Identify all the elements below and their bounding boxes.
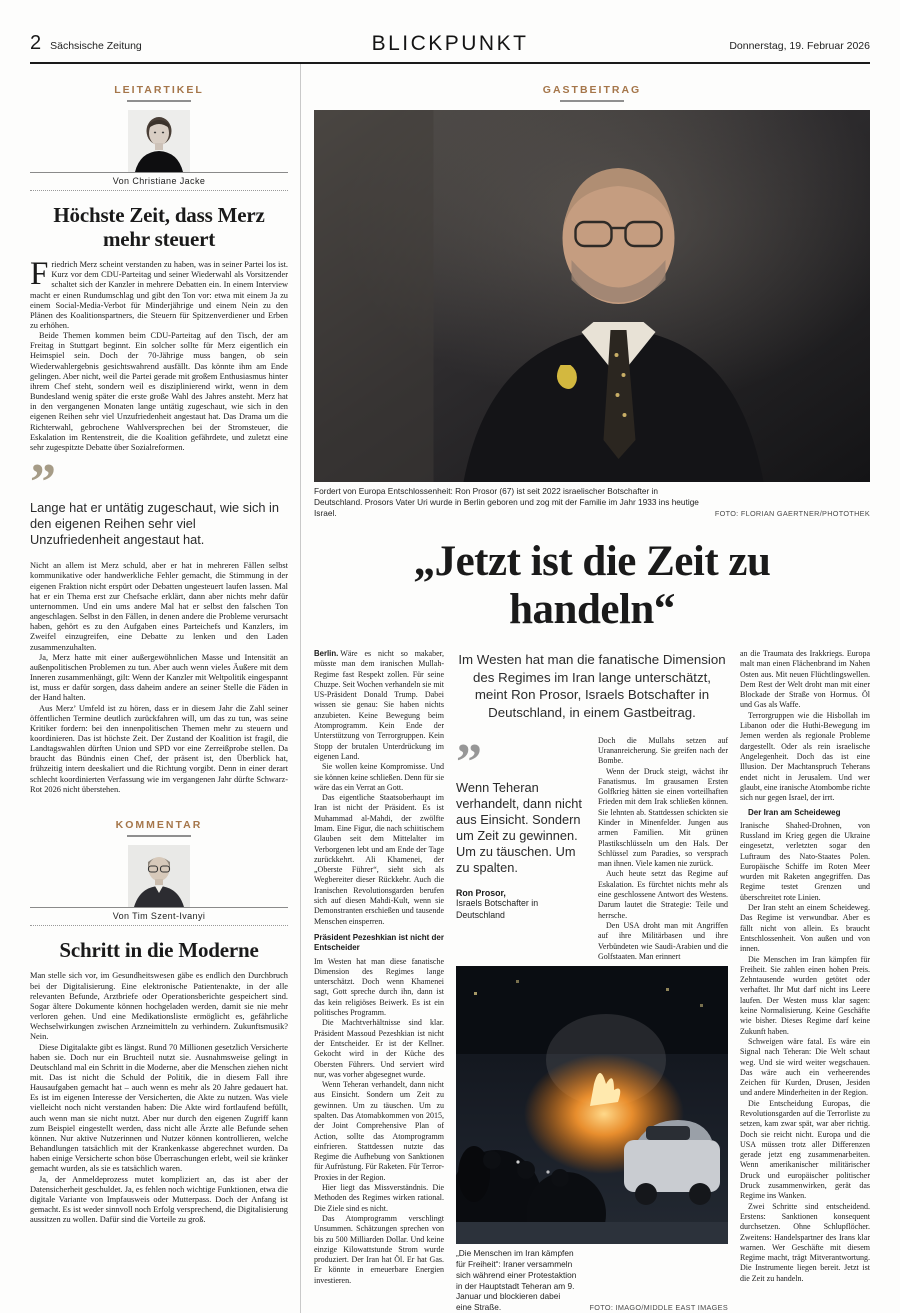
author-photo-christiane-jacke (128, 110, 190, 172)
label-rule (127, 100, 191, 102)
photo-credit: FOTO: FLORIAN GAERTNER/PHOTOTHEK (714, 508, 870, 518)
photo2-caption-row (456, 1244, 728, 1313)
kommentar-body (30, 971, 288, 1225)
leitartikel-byline: Von Christiane Jacke (30, 173, 288, 191)
paragraph: Man stelle sich vor, im Gesundheitswesen gäbe es endlich den Durchbruch bei der Digitalisierung. Eine elektronische Patientenakte, in der alle relevanten Befunde, Arztbriefe oder Operationsberichte gespeichert sind. Sogar ältere Dokumente können hochgeladen werden, damit sie nie mehr verloren gehen. Und eine Medikationsliste ermöglicht es, gefährliche Wechselwirkungen zwischen Arzneimitteln zu verhindern. Zukunftsmusik? Nein. (30, 971, 288, 1042)
paragraph: Diese Digitalakte gibt es längst. Rund 70 Millionen gesetzlich Versicherte haben sie. Doch nur ein Bruchteil nutzt sie. Ausnahmsweise gelingt in Deutschland mal ein Schritt in die Moderne, aber die Menschen ziehen nicht mit. Das ist nicht die Schuld der Politik, die in diesem Fall ihre Hausaufgaben gemacht hat – auch wenn es mehr als 20 Jahre gedauert hat. Es ist im eigenen Interesse der Versicherten, die Akte zu nutzen. Was viele vielleicht noch nicht verstanden haben: Die Akte wird fortlaufend befüllt, auch wenn man sie nicht nutzt. Aber nur durch den eigenen Zugriff kann zum Beispiel eingestellt werden, dass nicht alle Ärzte alle Befunde sehen können. Nur aktive Nutzerinnen und Nutzer können kontrollieren, welche Behandlungen tatsächlich mit der Krankenkasse abgerechnet wurden. Da haben einige Versicherte schon böse Überraschungen erlebt, weil sie kränker gemacht wurden, als sie es tatsächlich waren. (30, 1042, 288, 1174)
standfirst: Im Westen hat man die fanatische Dimension des Regimes im Iran lange unterschätzt, meint Ron Prosor, Israels Botschafter in Deutschland, in einem Gastbeitrag. (458, 651, 726, 720)
pullquote-text: Wenn Teheran verhandelt, dann nicht aus Einsicht. Sondern um Zeit zu gewinnen. Um zu täuschen. Um zu spalten. (456, 779, 582, 876)
paragraph: Das Atomprogramm verschlingt Unsummen. Schätzungen sprechen von bis zu 500 Milliarden Dollar. Und keine einzige Kilowattstunde Strom wurde produziert. Der Iran hat Öl. Er hat Gas. Er könnte in erneuerbare Energien investieren. (314, 1213, 444, 1285)
paragraph (314, 649, 444, 762)
paragraph: Zwei Schritte sind entscheidend. Erstens: Sanktionen konsequent durchsetzen. Ohne Schlupflöcher. Zweitens: Handelspartner des Irans klar warnen. Wer Geschäfte mit diesem Regime macht, trägt Mitverantwortung. Die Instrumente liegen bereit. Jetzt ist die Zeit zu handeln. (740, 1201, 870, 1283)
paragraph: Die Menschen im Iran kämpfen für Freiheit. Sie zahlen einen hohen Preis. Zehntausende wurden getötet oder verhaftet. Ihr Mut darf nicht ins Leere laufen. Der Westen muss klar sagen: keine Normalisierung. Keine Geschäfte wie bisher. Dieses Regime darf keine Zukunft haben. (740, 954, 870, 1036)
paragraph: Sie wollen keine Kompromisse. Und sie können keine schließen. Denn für sie wäre das ein Verrat an Gott. (314, 762, 444, 792)
opinion-column (30, 64, 301, 1313)
article-column-3 (598, 736, 728, 963)
pullquote-text: Lange hat er untätig zugeschaut, wie sich in den eigenen Reihen sehr viel Unzufriedenheit angestaut hat. (30, 500, 279, 548)
photo-caption: Fordert von Europa Entschlossenheit: Ron Prosor (67) ist seit 2022 israelischer Botschafter in Deutschland. Prosors Vater Uri wurde in Berlin geboren und zog mit der Familie im Jahr 1933 ins heutige Israel. (314, 486, 699, 518)
photo2-credit: FOTO: IMAGO/MIDDLE EAST IMAGES (589, 1303, 728, 1313)
leitartikel-headline: Höchste Zeit, dass Merz mehr steuert (53, 203, 265, 251)
paragraph: Nicht an allem ist Merz schuld, aber er hat in mehreren Fällen selbst kommunikative oder handwerkliche Fehler gemacht, die Stimmung in der eigenen Fraktion nicht erspürt oder Debatten ungesteuert laufen lassen. Mal hat er ein Thema erst zur Chefsache erklärt, dann aber nichts mehr dafür unternommen. Und ein ums andere Mal hat er selbst den falschen Ton angeschlagen. Selbst in den Fällen, in denen andere die Probleme verursacht haben, gehört es zu den Aufgaben eines Parteichefs und Kanzlers, im Zweifel einzugreifen, eine Debatte zu lenken und den Laden zusammenzuhalten. (30, 561, 288, 652)
gastbeitrag-section (301, 64, 870, 1313)
paragraph: Hier liegt das Missverständnis. Die Methoden des Regimes wirken rational. Die Ziele sind es nicht. (314, 1183, 444, 1213)
paragraph: Aus Merz’ Umfeld ist zu hören, dass er in diesem Jahr die Zahl seiner öffentlichen Termine deutlich zurückfahren will, um das zu tun, was seine Kritiker fordern: bei den innenpolitischen Themen mehr zu steuern und koordinieren. Das ist höchste Zeit. Der Zustand der Koalition ist fragil, die Landtagswahlen dürften Union und SPD vor eine Zerreißprobe stellen. Da braucht das Bündnis einen Chef, der präsent ist, den Überblick hat, frühzeitig intern deeskaliert und die Richtung vorgibt. Denn in einer derart schlecht koordinierten Verfassung wie im vergangenen Jahr dürfte Schwarz-Rot 2026 nicht überstehen. (30, 703, 288, 794)
paragraph: Die Machtverhältnisse sind klar. Präsident Massoud Pezeshkian ist nicht der Entscheider. Er ist der Kellner. Gekocht wird in der Küche des Obersten Führers. Und serviert wird nur, was vorher abgesegnet wurde. (314, 1018, 444, 1079)
article-column-4 (740, 649, 870, 1313)
photo-caption-row (314, 482, 870, 518)
page-number: 2 (30, 32, 42, 54)
paragraph: Beide Themen kommen beim CDU-Parteitag auf den Tisch, der am Freitag in Stuttgart beginnt. Ein solcher sollte für Merz eigentlich ein Heimspiel sein. Doch der 70-Jährige muss bangen, ob sein Wiederwahlergebnis gesichtswahrend ausfällt. Das könnte ihm am Ende gelingen. Aber nicht, weil die Partei gerade mit großem Enthusiasmus hinter ihrem Chef steht, sondern weil es disziplinierend wirkt, wenn in dem Bundesland wenig später die erste große Wahl des Jahres ansteht. Merz hat in den vergangenen Monaten lange untätig zugeschaut, wie sich in den eigenen Reihen sehr viel Unzufriedenheit angestaut hat. Das Drama um die Richterwahl, gebrochene Wahlversprechen bei der Stromsteuer, die Eskalation im Rentenstreit, die die Koalition gefährdete, und zuletzt eine sehr zugespitzte Debatte über Sozialreformen. (30, 331, 288, 452)
author-photo-tim-szent-ivanyi (128, 845, 190, 907)
section-title: BLICKPUNKT (371, 32, 529, 55)
leitartikel-section (30, 84, 288, 795)
quote-mark-icon: ” (30, 454, 56, 511)
paragraph: Auch heute setzt das Regime auf Eskalation. Es fürchtet nichts mehr als eine geschlossene Antwort des Westens. Darum lautet die Strategie: Teile und herrsche. (598, 869, 728, 920)
kommentar-headline: Schritt in die Moderne (59, 937, 259, 962)
paragraph: Im Westen hat man diese fanatische Dimension des Regimes lange unterschätzt. Doch wenn Khamenei sagt, Gott spreche durch ihn, dann ist das kein religiöses Beiwerk. Es ist ein politisches Programm. (314, 956, 444, 1018)
paragraph: Terrorgruppen wie die Hisbollah im Libanon oder die Huthi-Bewegung im Jemen werden als regionale Probleme dargestellt. Oder als rein israelische Angelegenheit. Doch das ist eine Illusion. Der Machtanspruch Teherans endet nicht in Jerusalem. Und wer glaubt, eine iranische Atombombe richte sich nur gegen Israel, der irrt. (740, 710, 870, 803)
leitartikel-pullquote (30, 454, 288, 548)
subhead: Präsident Pezeshkian ist nicht der Entscheider (314, 932, 444, 953)
kommentar-label: KOMMENTAR (115, 818, 203, 831)
paragraph-text: Wäre es nicht so makaber, müsste man dem iranischen Mullah-Regime fast Respekt zollen. Für seine Chuzpe. Seit Wochen verhandeln sie mit US-Präsident Donald Trump. Dabei wissen sie genau: Sie haben nichts anzubieten. Keine Bewegung beim Atomprogramm. Kein Ende der Unterstützung von Terrorgruppen. Kein Stopp der brutalen Unterdrückung im eigenen Land. (314, 648, 444, 761)
paragraph (30, 256, 288, 331)
paragraph: Ja, Merz hatte mit einer außergewöhnlichen Masse und Intensität an außenpolitischen Problemen zu tun. Aber auch wenn vieles Äußere mit dem Inneren zusammenhängt, gilt: Wenn der Kanzler mit Weltpolitik eingespannt ist, muss er dafür sorgen, dass daheim andere an seiner Stelle die Fäden in der Hand halten. (30, 652, 288, 703)
prosor-photo-art (314, 110, 870, 482)
leitartikel-label: LEITARTIKEL (114, 84, 204, 96)
kommentar-byline: Von Tim Szent-Ivanyi (30, 908, 288, 926)
paragraph: an die Traumata des Irakkriegs. Europa malt man einen Flächenbrand im Nahen Osten aus. Mit neuen Flüchtlingswellen. Dem Rest der Welt droht man mit einer Blockade der Straße von Hormus. Öl und Gas als Waffe. (740, 648, 870, 710)
subhead: Der Iran am Scheideweg (748, 808, 841, 818)
masthead (30, 0, 870, 64)
paragraph: Den USA droht man mit Angriffen auf ihre Militärbasen und ihre Verbündeten wie Saudi-Arabien und die Golfstaaten. Man erinnert (598, 920, 728, 961)
paper-name: Sächsische Zeitung (50, 40, 142, 52)
article-column-1 (314, 649, 444, 1313)
paragraph: Wenn der Druck steigt, wächst ihr Fanatismus. Im grausamen Ersten Golfkrieg hätten sie einen vorteilhaften Frieden mit dem Irak schließen können. Sie lehnten ab. Stattdessen schickten sie Kinder in Minenfelder. Jungen aus armen Familien. Mit grünen Plastikschlüsseln um den Hals. Der Schlüssel zum Paradies, so versprach man ihnen. Viele kamen nie zurück. (598, 766, 728, 869)
paragraph: Wenn Teheran verhandelt, dann nicht aus Einsicht. Sondern um Zeit zu gewinnen. Um zu täuschen. Um zu spalten. Das Atomabkommen von 2015, der Joint Comprehensive Plan of Action, sollte das Atomprogramm einfrieren. Stattdessen nutzte das Regime die Aufhebung von Sanktionen für Aufrüstung. Für Raketen. Für Terror-Proxies in der Region. (314, 1080, 444, 1182)
gastbeitrag-article (314, 649, 870, 1313)
label-rule (127, 835, 191, 837)
gastbeitrag-headline: „Jetzt ist die Zeit zu handeln“ (413, 538, 771, 633)
paragraph: Schweigen wäre fatal. Es wäre ein Signal nach Teheran: Die Welt schaut weg. Und sie wird weiter wegschauen. Das wäre auch ein verheerendes Zeichen für Kurden, Drusen, Jesiden und andere Minderheiten in der Region. (740, 1036, 870, 1098)
date: Donnerstag, 19. Februar 2026 (729, 40, 870, 52)
paragraph: Die Entscheidung Europas, die Revolutionsgarden auf die Terrorliste zu setzen, kam zwar spät, war aber richtig. Doch sie reicht nicht. Europa und die USA müssen trotz aller Differenzen gerade jetzt eng zusammenarbeiten. Wenn amerikanischer militärischer Druck und europäischer politischer Druck zusammenwirken, gerät das Regime ins Wanken. (740, 1098, 870, 1201)
photo2-caption: „Die Menschen im Iran kämpfen für Freiheit“: Iraner versammeln sich während einer Protestaktion in der Hauptstadt Teheran am 9. Januar und blockieren dabei eine Straße. (456, 1248, 577, 1313)
pullquote-attribution-role: Israels Botschafter in Deutschland (456, 898, 539, 920)
quote-mark-icon: ” (456, 733, 482, 791)
teheran-protest-photo (456, 966, 728, 1244)
dateline-lead: Berlin. (314, 648, 339, 658)
gastbeitrag-label: GASTBEITRAG (542, 84, 642, 96)
gastbeitrag-pullquote (456, 733, 586, 963)
paragraph: Iranische Shahed-Drohnen, von Russland im Krieg gegen die Ukraine eingesetzt, verletzten sogar den Luftraum des Nato-Staates Polen. Europäische Schiffe im Roten Meer wurden mit Raketen angegriffen. Das Regime testet Grenzen und überschreitet rote Linien. (740, 820, 870, 902)
paragraph: Das eigentliche Staatsoberhaupt im Iran ist nicht der Präsident. Es ist Muhammad al-Mahdi, der zwölfte Imam. Eine Figur, die nach schiitischem Glauben seit dem Mittelalter im Verborgenen lebt und am Ende der Tage zurückkehrt. Ali Khamenei, der „Oberste Führer“, sieht sich als Wegbereiter dieser Rückkehr. Auch die Iranischen Revolutionsgarden berufen sich auf diesen Mahdi-Kult, wenn sie Demonstranten erschießen und tausende Menschen einsperren. (314, 793, 444, 926)
drop-cap: F (30, 256, 49, 293)
leitartikel-body (30, 256, 288, 795)
page-content (30, 64, 870, 1313)
pullquote-attribution-name: Ron Prosor, (456, 888, 506, 899)
kommentar-section (30, 819, 288, 1225)
paragraph: Ja, der Anmeldeprozess mutet kompliziert an, das ist aber der Datensicherheit geschuldet. Ja, es fehlen noch wichtige Funktionen, etwa die digitale Variante von Impfausweis oder Mutterpass. Doch der Anfang ist gemacht. Es ist weder sinnvoll noch Erfolg versprechend, die Digitalisierung aussitzen zu wollen. Dafür sind die Vorteile zu groß. (30, 1174, 288, 1225)
paragraph: Doch die Mullahs setzen auf Urananreicherung. Sie greifen nach der Bombe. (598, 735, 728, 766)
paragraph: Der Iran steht an einem Scheideweg. Das Regime ist verwundbar. Aber es fällt nicht von allein. Es braucht Entschlossenheit. Von außen und von innen. (740, 903, 870, 954)
paragraph-text: riedrich Merz scheint verstanden zu haben, was in seiner Partei los ist. Kurz vor dem CDU-Parteitag und seiner Wiederwahl als Vorsitzender schaltet sich der Kanzler in mehrere Debatten ein. In einem Interview macht er einen Rundumschlag und gibt den Ton vor: etwa mit einem Ja zu einem Social-Media-Verbot für Minderjährige und einem Nein zu den Plänen des Koalitionspartners, die Steuern für Spitzenverdiener und Erben zu erhöhen. (30, 260, 288, 330)
protest-photo-art (456, 966, 728, 1244)
label-rule (560, 100, 624, 102)
prosor-photo (314, 110, 870, 482)
